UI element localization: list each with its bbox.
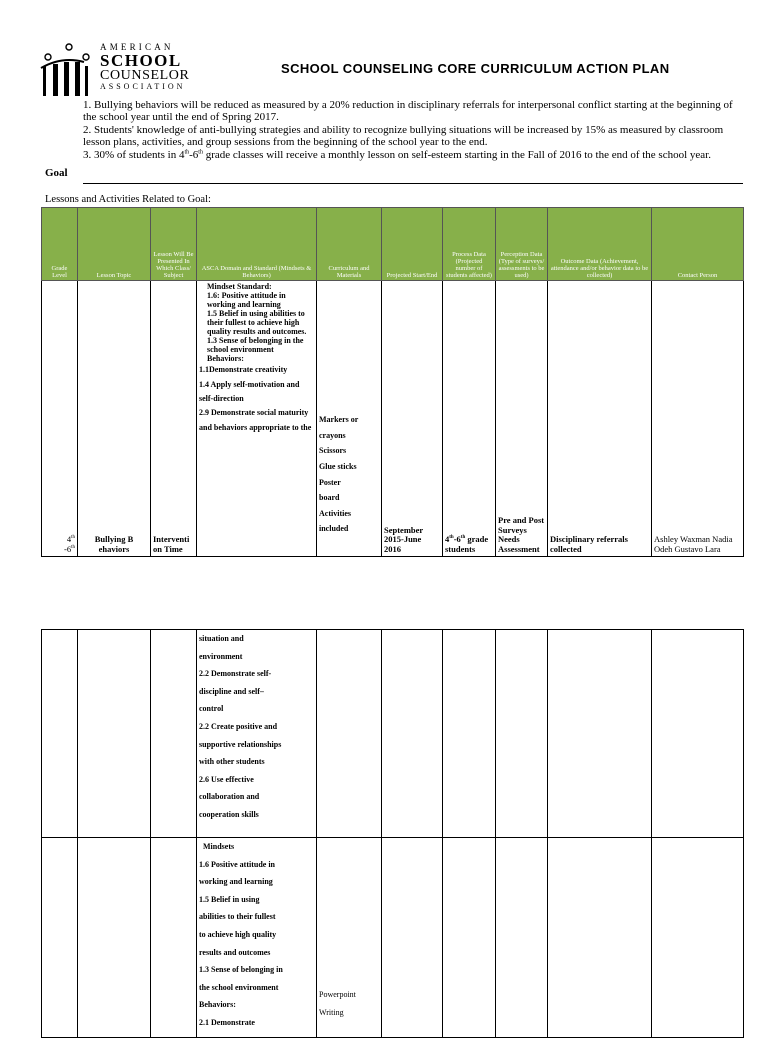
asca-logo (40, 42, 200, 102)
header-projected-dates: Projected Start/End (382, 208, 443, 281)
header-perception-data: Perception Data (Type of surveys/ assessments to be used) (496, 208, 548, 281)
material-item: Scissors (319, 446, 347, 456)
goal-divider (83, 183, 743, 184)
lesson-topic-cell: Bullying B ehaviors (78, 281, 151, 557)
goal-item-3: 3. 30% of students in 4th-6th grade classes will receive a monthly lesson on self-esteem starting in the Fall of 2016 to the end of the school year. (83, 149, 711, 162)
standard-line: situation and (199, 634, 244, 643)
goal-item-2: 2. Students' knowledge of anti-bullying strategies and ability to recognize bullying situations will be increased by 15% as measured by classroom lesson plans, activities, and group sessions from the beginning of the school year to the end. (83, 124, 724, 149)
standard-line: Behaviors: (207, 354, 244, 364)
outcome-data-cell: Disciplinary referrals collected (548, 281, 652, 557)
standard-line: 2.1 Demonstrate (199, 1017, 255, 1027)
materials-cell (317, 838, 382, 1038)
standard-line: 1.6: Positive attitude in working and learning (207, 291, 286, 310)
action-plan-table (41, 207, 744, 557)
standard-line: Mindset Standard: (207, 282, 272, 291)
goal-item-1: 1. Bullying behaviors will be reduced as measured by a 20% reduction in disciplinary referrals for interpersonal conflict starting at the beginning of the school year until the end of Spring 2017. (83, 99, 733, 124)
standard-line: 1.6 Positive attitude in (199, 859, 275, 869)
perception-data-cell: Pre and Post Surveys Needs Assessment (496, 281, 548, 557)
table-row (42, 838, 744, 1038)
material-item: Powerpoint (319, 990, 356, 999)
logo-line-school: SCHOOL (100, 51, 182, 70)
standard-line: Mindsets (203, 842, 235, 851)
standard-line: environment (199, 651, 243, 661)
standard-line: 1.1Demonstrate creativity (199, 365, 288, 375)
standard-line: working and learning (199, 877, 273, 887)
standard-line: collaboration and (199, 792, 260, 802)
process-data-cell: 4th-6th grade students (443, 281, 496, 557)
standard-line: cooperation skills (199, 809, 259, 819)
class-subject-cell: Interventi on Time (151, 281, 197, 557)
header-asca-standard: ASCA Domain and Standard (Mindsets & Behaviors) (197, 208, 317, 281)
standard-line: 1.5 Belief in using (199, 894, 260, 904)
header-process-data: Process Data (Projected number of students affected) (443, 208, 496, 281)
material-item: board (319, 493, 340, 503)
header-curriculum-materials: Curriculum and Materials (317, 208, 382, 281)
asca-standard-cell (197, 838, 317, 1038)
material-item: Markers or (319, 415, 359, 425)
logo-line-association: ASSOCIATION (100, 82, 186, 91)
standard-line: discipline and self– (199, 686, 264, 696)
standard-line: abilities to their fullest (199, 912, 276, 922)
material-item: Poster (319, 477, 341, 487)
asca-standard-cell (197, 630, 317, 838)
standard-line: 2.6 Use effective (199, 774, 254, 784)
standard-line: 2.2 Demonstrate self- (199, 669, 272, 679)
logo-columns-icon (40, 42, 98, 100)
standard-line: Behaviors: (199, 1000, 236, 1010)
standard-line: supportive relationships (199, 739, 282, 749)
material-item: Writing (319, 1007, 344, 1017)
standard-line: control (199, 704, 224, 714)
standard-line: to achieve high quality (199, 929, 277, 939)
standard-line: with other students (199, 757, 265, 767)
projected-dates-cell: September 2015-June 2016 (382, 281, 443, 557)
header-contact-person: Contact Person (652, 208, 744, 281)
logo-wordmark (100, 43, 189, 91)
header-outcome-data: Outcome Data (Achievement, attendance and/or behavior data to be collected) (548, 208, 652, 281)
table-row (42, 281, 744, 557)
contact-person-cell: Ashley Waxman Nadia Odeh Gustavo Lara (652, 281, 744, 557)
header-grade-level: Grade Level (42, 208, 78, 281)
material-item: Activities (319, 508, 351, 518)
standard-line: 1.3 Sense of belonging in the school environment (207, 336, 304, 355)
grade-level-cell: 4th -6th (42, 281, 78, 557)
material-item: included (319, 524, 349, 534)
materials-cell (317, 281, 382, 557)
page-title: SCHOOL COUNSELING CORE CURRICULUM ACTION PLAN (281, 61, 670, 76)
standard-line: 1.3 Sense of belonging in (199, 965, 283, 975)
asca-standard-cell (197, 281, 317, 557)
standard-line: 2.2 Create positive and (199, 721, 278, 731)
logo-line-counselor: COUNSELOR (100, 68, 190, 83)
standard-line: 1.4 Apply self-motivation and self-direction (199, 379, 300, 404)
action-plan-table-continued (41, 629, 744, 1038)
material-item: crayons (319, 430, 346, 440)
table-header-row (42, 208, 744, 281)
lessons-label: Lessons and Activities Related to Goal: (45, 194, 211, 205)
header-class-subject: Lesson Will Be Presented In Which Class/ Subject (151, 208, 197, 281)
logo-line-american: AMERICAN (100, 42, 174, 52)
standard-line: 2.9 Demonstrate social maturity and behaviors appropriate to the (199, 408, 312, 432)
goal-label: Goal (45, 167, 68, 179)
standard-line: results and outcomes (199, 947, 271, 957)
standard-line: 1.5 Belief in using abilities to their fullest to achieve high quality results and outcomes. (207, 309, 307, 337)
goal-text (83, 99, 743, 162)
standard-line: the school environment (199, 982, 279, 992)
material-item: Glue sticks (319, 462, 357, 472)
header-lesson-topic: Lesson Topic (78, 208, 151, 281)
table-row (42, 630, 744, 838)
